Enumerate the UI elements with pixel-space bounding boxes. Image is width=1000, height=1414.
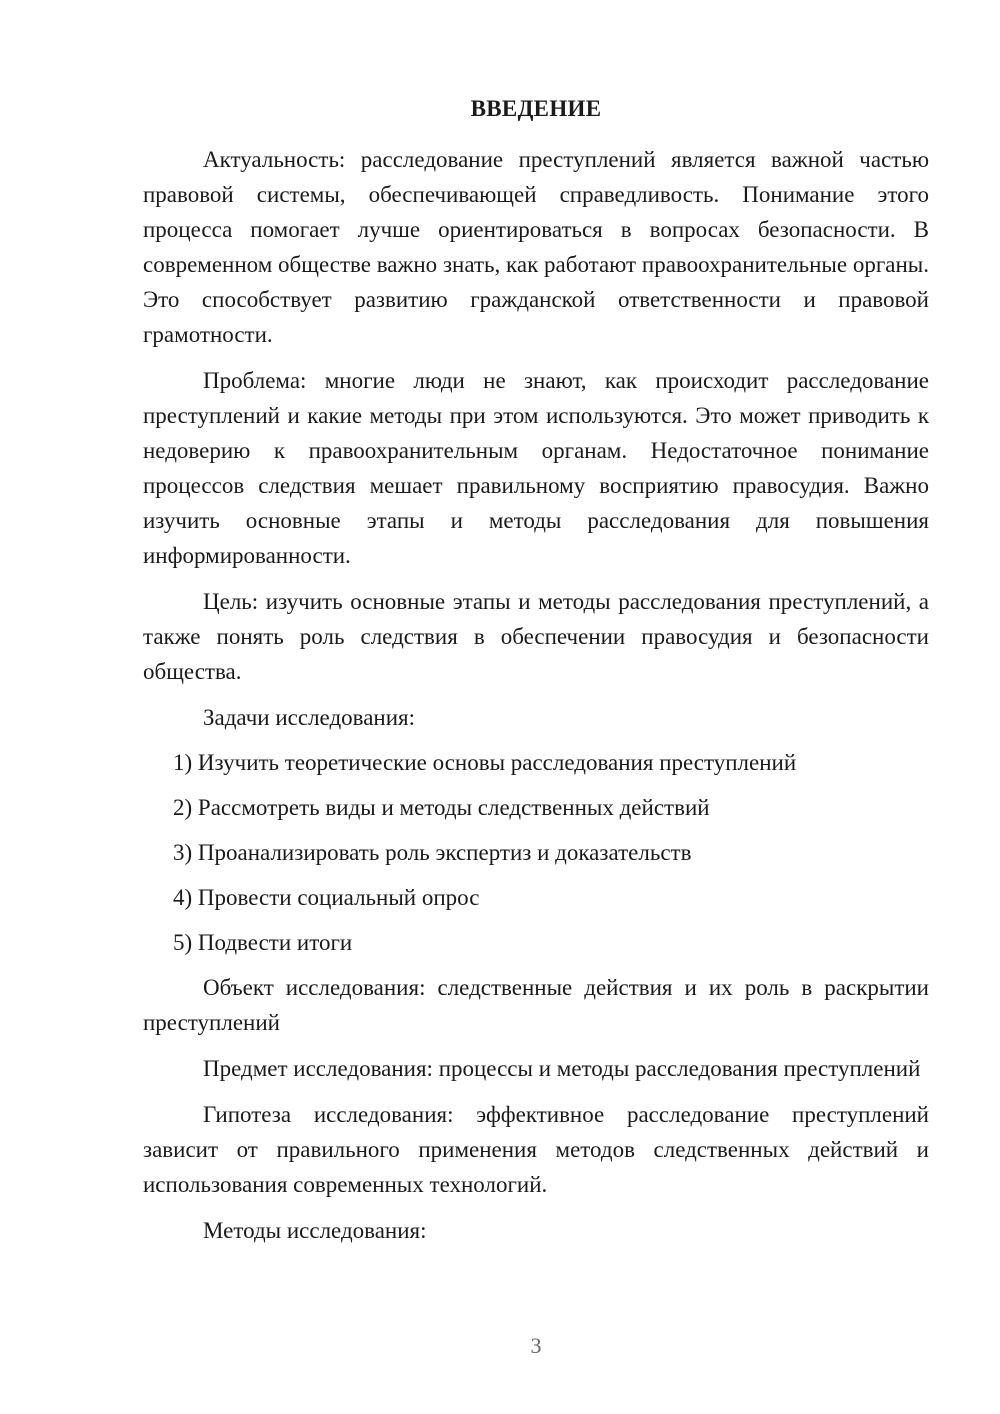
paragraph-goal: Цель: изучить основные этапы и методы расследования преступлений, а также понять роль следствия в обеспечении правосудия и безопасности общества. — [143, 589, 929, 684]
list-item: 3) Проанализировать роль экспертиз и доказательств — [173, 840, 692, 865]
paragraph-subject: Предмет исследования: процессы и методы расследования преступлений — [203, 1056, 921, 1081]
paragraph-object: Объект исследования: следственные действия и их роль в раскрытии преступлений — [143, 975, 929, 1035]
paragraph-methods-heading: Методы исследования: — [203, 1218, 427, 1243]
list-item: 1) Изучить теоретические основы расследования преступлений — [173, 750, 797, 775]
tasks-list — [143, 745, 929, 960]
paragraph-problem: Проблема: многие люди не знают, как происходит расследование преступлений и какие методы при этом используются. Это может приводить к недоверию к правоохранительным органам. Недостаточное понимание процессов следствия мешает правильному восприятию правосудия. Важно изучить основные этапы и методы расследования для повышения информированности. — [143, 368, 929, 568]
page-title: ВВЕДЕНИЕ — [470, 96, 602, 121]
document-body — [143, 142, 929, 1259]
paragraph-hypothesis: Гипотеза исследования: эффективное расследование преступлений зависит от правильного применения методов следственных действий и использования современных технологий. — [143, 1102, 929, 1197]
list-item: 4) Провести социальный опрос — [173, 885, 480, 910]
paragraph-relevance: Актуальность: расследование преступлений является важной частью правовой системы, обеспечивающей справедливость. Понимание этого процесса помогает лучше ориентироваться в вопросах безопасности. В современном обществе важно знать, как работают правоохранительные органы. Это способствует развитию гражданской ответственности и правовой грамотности. — [143, 147, 929, 347]
tasks-heading: Задачи исследования: — [203, 705, 416, 730]
list-item: 5) Подвести итоги — [173, 930, 353, 955]
list-item: 2) Рассмотреть виды и методы следственных действий — [173, 795, 710, 820]
page-number: 3 — [530, 1333, 542, 1358]
